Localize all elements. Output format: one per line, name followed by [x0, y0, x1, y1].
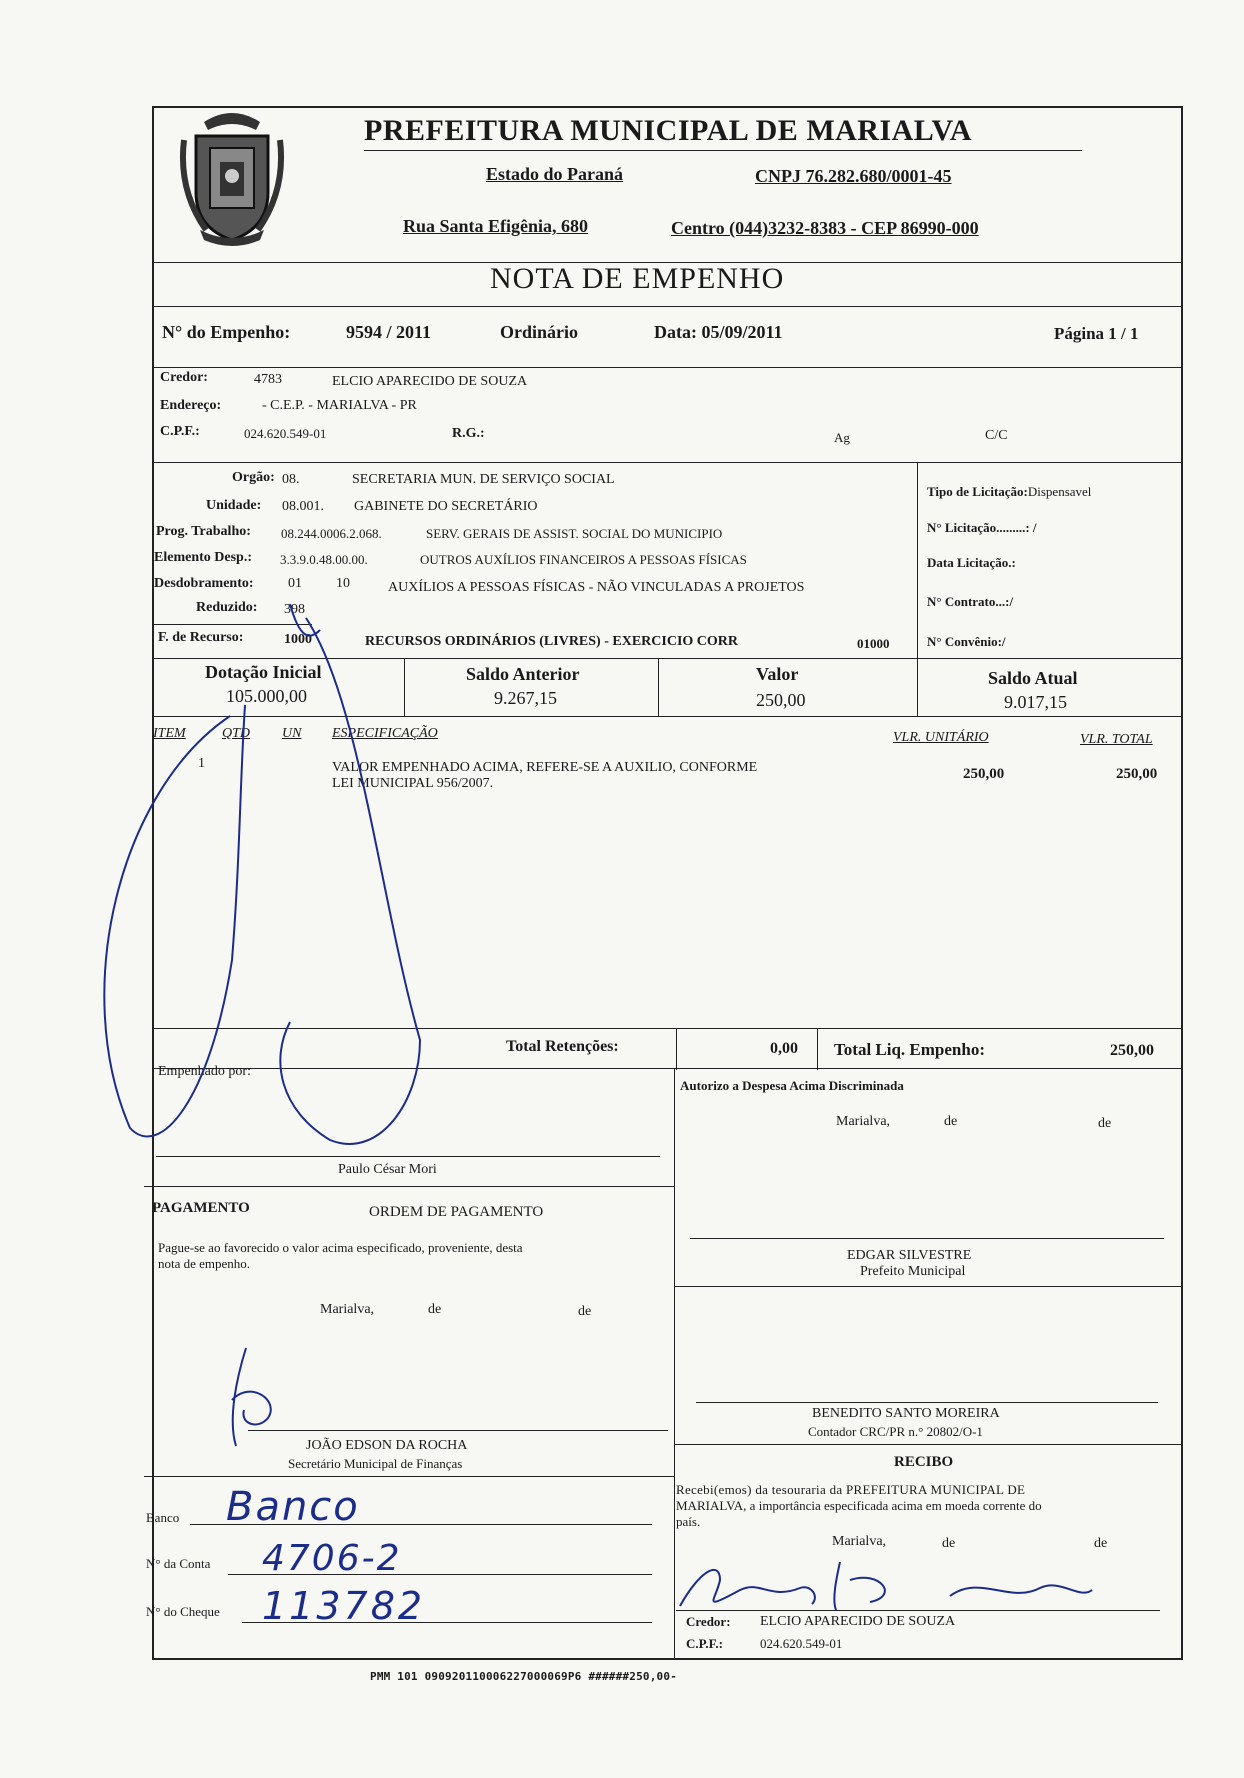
- elem-label: Elemento Desp.:: [154, 550, 252, 565]
- banco-label: Banco: [146, 1510, 180, 1525]
- orgao-code: 08.: [282, 472, 300, 487]
- autorizo-label: Autorizo a Despesa Acima Discriminada: [680, 1078, 904, 1093]
- saldo-atual-label: Saldo Atual: [988, 668, 1078, 688]
- recibo-credor-label: Credor:: [686, 1614, 731, 1629]
- item-spec-line2: LEI MUNICIPAL 956/2007.: [332, 776, 494, 791]
- doc-title: NOTA DE EMPENHO: [490, 262, 785, 295]
- recurso-label: F. de Recurso:: [158, 630, 244, 645]
- retencoes-label: Total Retenções:: [506, 1038, 619, 1055]
- credor-label: Credor:: [160, 370, 208, 385]
- recibo-place: Marialva,: [832, 1534, 887, 1549]
- pagamento-de1: de: [428, 1302, 442, 1317]
- header-address: Rua Santa Efigênia, 680: [403, 216, 589, 236]
- pagamento-label: PAGAMENTO: [152, 1200, 250, 1216]
- desd-label: Desdobramento:: [154, 576, 254, 591]
- recibo-cpf-label: C.P.F.:: [686, 1636, 723, 1651]
- prog-label: Prog. Trabalho:: [156, 524, 251, 539]
- unidade-label: Unidade:: [206, 498, 262, 513]
- pagamento-text-line1: Pague-se ao favorecido o valor acima especificado, proveniente, desta: [158, 1240, 523, 1255]
- reduzido: 398: [284, 602, 305, 617]
- liquido-value: 250,00: [1110, 1042, 1154, 1059]
- col-total: VLR. TOTAL: [1080, 732, 1153, 747]
- empenho-number: 9594 / 2011: [346, 322, 432, 342]
- empenhado-signer: Paulo César Mori: [338, 1162, 437, 1177]
- credor-name: ELCIO APARECIDO DE SOUZA: [332, 374, 528, 389]
- elem-code: 3.3.9.0.48.00.00.: [280, 552, 368, 567]
- ordem-pagamento-label: ORDEM DE PAGAMENTO: [369, 1204, 544, 1220]
- signature-curve-icon: [280, 618, 420, 1144]
- col-qtd: QTD: [222, 726, 251, 741]
- pagamento-place: Marialva,: [320, 1302, 375, 1317]
- signature-finance-icon: [232, 1348, 271, 1446]
- unidade: GABINETE DO SECRETÁRIO: [354, 499, 538, 514]
- liquido-label: Total Liq. Empenho:: [834, 1040, 985, 1059]
- col-spec: ESPECIFICAÇÃO: [332, 726, 438, 741]
- autorizo-de1: de: [944, 1114, 958, 1129]
- cheque-handwritten: 113782: [262, 1584, 426, 1628]
- contador-role: Contador CRC/PR n.° 20802/O-1: [808, 1424, 983, 1439]
- cheque-label: N° do Cheque: [146, 1604, 220, 1619]
- recibo-text-line3: país.: [676, 1514, 701, 1529]
- elem: OUTROS AUXÍLIOS FINANCEIROS A PESSOAS FÍSICAS: [420, 552, 747, 567]
- autorizo-role: Prefeito Municipal: [860, 1264, 966, 1279]
- item-number: 1: [198, 756, 205, 771]
- licitacao-numero: N° Licitação.........: /: [927, 520, 1037, 535]
- conta-handwritten: 4706-2: [262, 1538, 402, 1579]
- recibo-text-line1: Recebi(emos) da tesouraria da PREFEITURA MUNICIPAL DE: [676, 1482, 1026, 1497]
- signature-credor-icon: [680, 1562, 1092, 1610]
- col-un: UN: [282, 726, 302, 741]
- unidade-code: 08.001.: [282, 499, 324, 514]
- autorizo-signer: EDGAR SILVESTRE: [847, 1248, 972, 1263]
- valor-label: Valor: [756, 664, 799, 684]
- desd-code: 01: [288, 576, 302, 591]
- ag-label: Ag: [834, 430, 850, 445]
- licitacao-contrato: N° Contrato...:/: [927, 594, 1014, 609]
- empenhado-label: Empenhado por:: [158, 1064, 251, 1079]
- licitacao-tipo-label: Tipo de Licitação:Dispensavel: [927, 484, 1092, 499]
- desd: AUXÍLIOS A PESSOAS FÍSICAS - NÃO VINCULADAS A PROJETOS: [388, 580, 805, 595]
- recurso: RECURSOS ORDINÁRIOS (LIVRES) - EXERCICIO CORR: [365, 634, 738, 649]
- col-unit: VLR. UNITÁRIO: [893, 730, 989, 745]
- recibo-de2: de: [1094, 1536, 1108, 1551]
- licitacao-data: Data Licitação.:: [927, 555, 1016, 570]
- col-item: ITEM: [153, 726, 186, 741]
- recurso-code: 1000: [284, 632, 312, 647]
- header-district-phone: Centro (044)3232-8383 - CEP 86990-000: [671, 218, 979, 238]
- rg-label: R.G.:: [452, 426, 485, 441]
- saldo-anterior-value: 9.267,15: [494, 688, 557, 708]
- recurso-code2: 01000: [857, 636, 890, 651]
- recibo-text-line2: MARIALVA, a importância especificada acima em moeda corrente do: [676, 1498, 1042, 1513]
- cc-label: C/C: [985, 428, 1008, 443]
- recibo-title: RECIBO: [894, 1454, 954, 1470]
- valor-value: 250,00: [756, 690, 806, 710]
- recibo-de1: de: [942, 1536, 956, 1551]
- autorizo-place: Marialva,: [836, 1114, 891, 1129]
- item-spec-line1: VALOR EMPENHADO ACIMA, REFERE-SE A AUXILIO, CONFORME: [332, 760, 758, 775]
- conta-label: N° da Conta: [146, 1556, 211, 1571]
- header-state: Estado do Paraná: [486, 164, 624, 184]
- pagamento-role: Secretário Municipal de Finanças: [288, 1456, 463, 1471]
- banco-handwritten: Banco: [226, 1484, 360, 1530]
- dotacao-label: Dotação Inicial: [205, 662, 322, 682]
- contador-signer: BENEDITO SANTO MOREIRA: [812, 1406, 1000, 1421]
- licitacao-convenio: N° Convênio:/: [927, 634, 1006, 649]
- signature-loop-icon: [104, 705, 245, 1136]
- endereco: - C.E.P. - MARIALVA - PR: [262, 398, 417, 413]
- autorizo-de2: de: [1098, 1116, 1112, 1131]
- dotacao-value: 105.000,00: [226, 686, 307, 706]
- footer-code: PMM 101 090920110006227000069P6 ######250,00-: [370, 1670, 678, 1683]
- empenho-page: Página 1 / 1: [1054, 324, 1139, 343]
- saldo-atual-value: 9.017,15: [1004, 692, 1067, 712]
- cpf-value: 024.620.549-01: [244, 426, 327, 441]
- item-unit-value: 250,00: [963, 766, 1005, 782]
- recibo-credor: ELCIO APARECIDO DE SOUZA: [760, 1614, 956, 1629]
- empenho-number-label: N° do Empenho:: [162, 322, 291, 342]
- header-title: PREFEITURA MUNICIPAL DE MARIALVA: [364, 114, 973, 147]
- orgao-label: Orgão:: [232, 470, 275, 485]
- saldo-anterior-label: Saldo Anterior: [466, 664, 580, 684]
- header-cnpj: CNPJ 76.282.680/0001-45: [755, 166, 952, 186]
- endereco-label: Endereço:: [160, 398, 222, 413]
- reduzido-label: Reduzido:: [196, 600, 258, 615]
- orgao: SECRETARIA MUN. DE SERVIÇO SOCIAL: [352, 472, 615, 487]
- empenho-date: Data: 05/09/2011: [654, 322, 783, 342]
- credor-code: 4783: [254, 372, 282, 387]
- desd-code2: 10: [336, 576, 350, 591]
- prog: SERV. GERAIS DE ASSIST. SOCIAL DO MUNICIPIO: [426, 526, 723, 541]
- pagamento-text-line2: nota de empenho.: [158, 1256, 251, 1271]
- pagamento-de2: de: [578, 1304, 592, 1319]
- pagamento-signer: JOÃO EDSON DA ROCHA: [306, 1438, 468, 1453]
- cpf-label: C.P.F.:: [160, 424, 200, 439]
- item-total-value: 250,00: [1116, 766, 1158, 782]
- empenho-type: Ordinário: [500, 322, 579, 342]
- prog-code: 08.244.0006.2.068.: [281, 526, 382, 541]
- recibo-cpf: 024.620.549-01: [760, 1636, 843, 1651]
- retencoes-value: 0,00: [770, 1040, 798, 1057]
- licitacao-tipo-value: Dispensavel: [1027, 484, 1092, 499]
